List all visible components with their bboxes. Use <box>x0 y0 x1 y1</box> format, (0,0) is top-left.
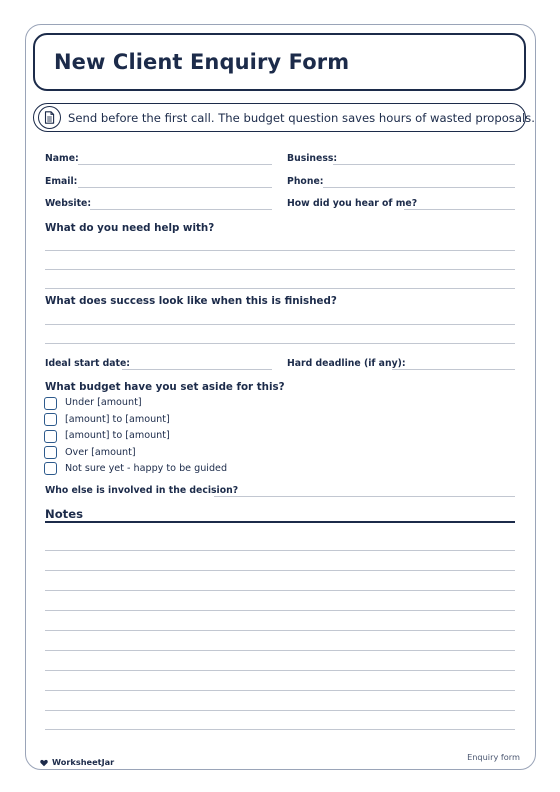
notes-line[interactable] <box>45 550 515 551</box>
email-label: Email: <box>45 176 78 187</box>
notes-line[interactable] <box>45 650 515 651</box>
intro-text: Send before the first call. The budget question saves hours of wasted proposals. <box>68 110 535 125</box>
start-date-field[interactable] <box>122 369 272 370</box>
website-label: Website: <box>45 198 92 209</box>
help-answer-line[interactable] <box>45 250 515 251</box>
notes-line[interactable] <box>45 590 515 591</box>
notes-line[interactable] <box>45 690 515 691</box>
intro-banner <box>33 103 535 132</box>
decision-makers-label: Who else is involved in the decision? <box>45 485 239 496</box>
budget-checkbox[interactable] <box>44 413 57 426</box>
name-field[interactable] <box>78 164 272 165</box>
budget-checkbox[interactable] <box>44 430 57 443</box>
phone-field[interactable] <box>323 187 515 188</box>
success-answer-line[interactable] <box>45 324 515 325</box>
notes-line[interactable] <box>45 729 515 730</box>
success-question: What does success look like when this is finished? <box>45 295 337 307</box>
notes-line[interactable] <box>45 630 515 631</box>
budget-option: Not sure yet - happy to be guided <box>65 463 228 474</box>
budget-checkbox[interactable] <box>44 397 57 410</box>
help-question: What do you need help with? <box>45 222 215 234</box>
heart-icon <box>40 752 48 771</box>
help-answer-line[interactable] <box>45 288 515 289</box>
phone-label: Phone: <box>287 176 324 187</box>
brand-name: WorksheetJar <box>52 756 115 767</box>
notes-line[interactable] <box>45 710 515 711</box>
budget-option: [amount] to [amount] <box>65 414 170 425</box>
notes-line[interactable] <box>45 670 515 671</box>
document-icon <box>38 106 61 129</box>
title-box <box>33 33 526 91</box>
referral-field[interactable] <box>404 209 515 210</box>
referral-label: How did you hear of me? <box>287 198 418 209</box>
footer-brand <box>40 752 114 771</box>
name-label: Name: <box>45 153 79 164</box>
notes-line[interactable] <box>45 570 515 571</box>
business-field[interactable] <box>333 164 515 165</box>
decision-makers-field[interactable] <box>214 496 515 497</box>
budget-option: Over [amount] <box>65 447 136 458</box>
notes-heading: Notes <box>45 507 83 521</box>
help-answer-line[interactable] <box>45 269 515 270</box>
email-field[interactable] <box>78 187 272 188</box>
footer-label: Enquiry form <box>467 752 520 762</box>
deadline-field[interactable] <box>392 369 515 370</box>
start-date-label: Ideal start date: <box>45 358 131 369</box>
budget-question: What budget have you set aside for this? <box>45 381 285 393</box>
budget-checkbox[interactable] <box>44 462 57 475</box>
budget-option: Under [amount] <box>65 397 142 408</box>
website-field[interactable] <box>90 209 272 210</box>
success-answer-line[interactable] <box>45 343 515 344</box>
deadline-label: Hard deadline (if any): <box>287 358 406 369</box>
budget-checkbox[interactable] <box>44 446 57 459</box>
notes-rule <box>45 521 515 523</box>
page-title: New Client Enquiry Form <box>54 50 350 74</box>
business-label: Business: <box>287 153 338 164</box>
notes-line[interactable] <box>45 610 515 611</box>
budget-option: [amount] to [amount] <box>65 430 170 441</box>
